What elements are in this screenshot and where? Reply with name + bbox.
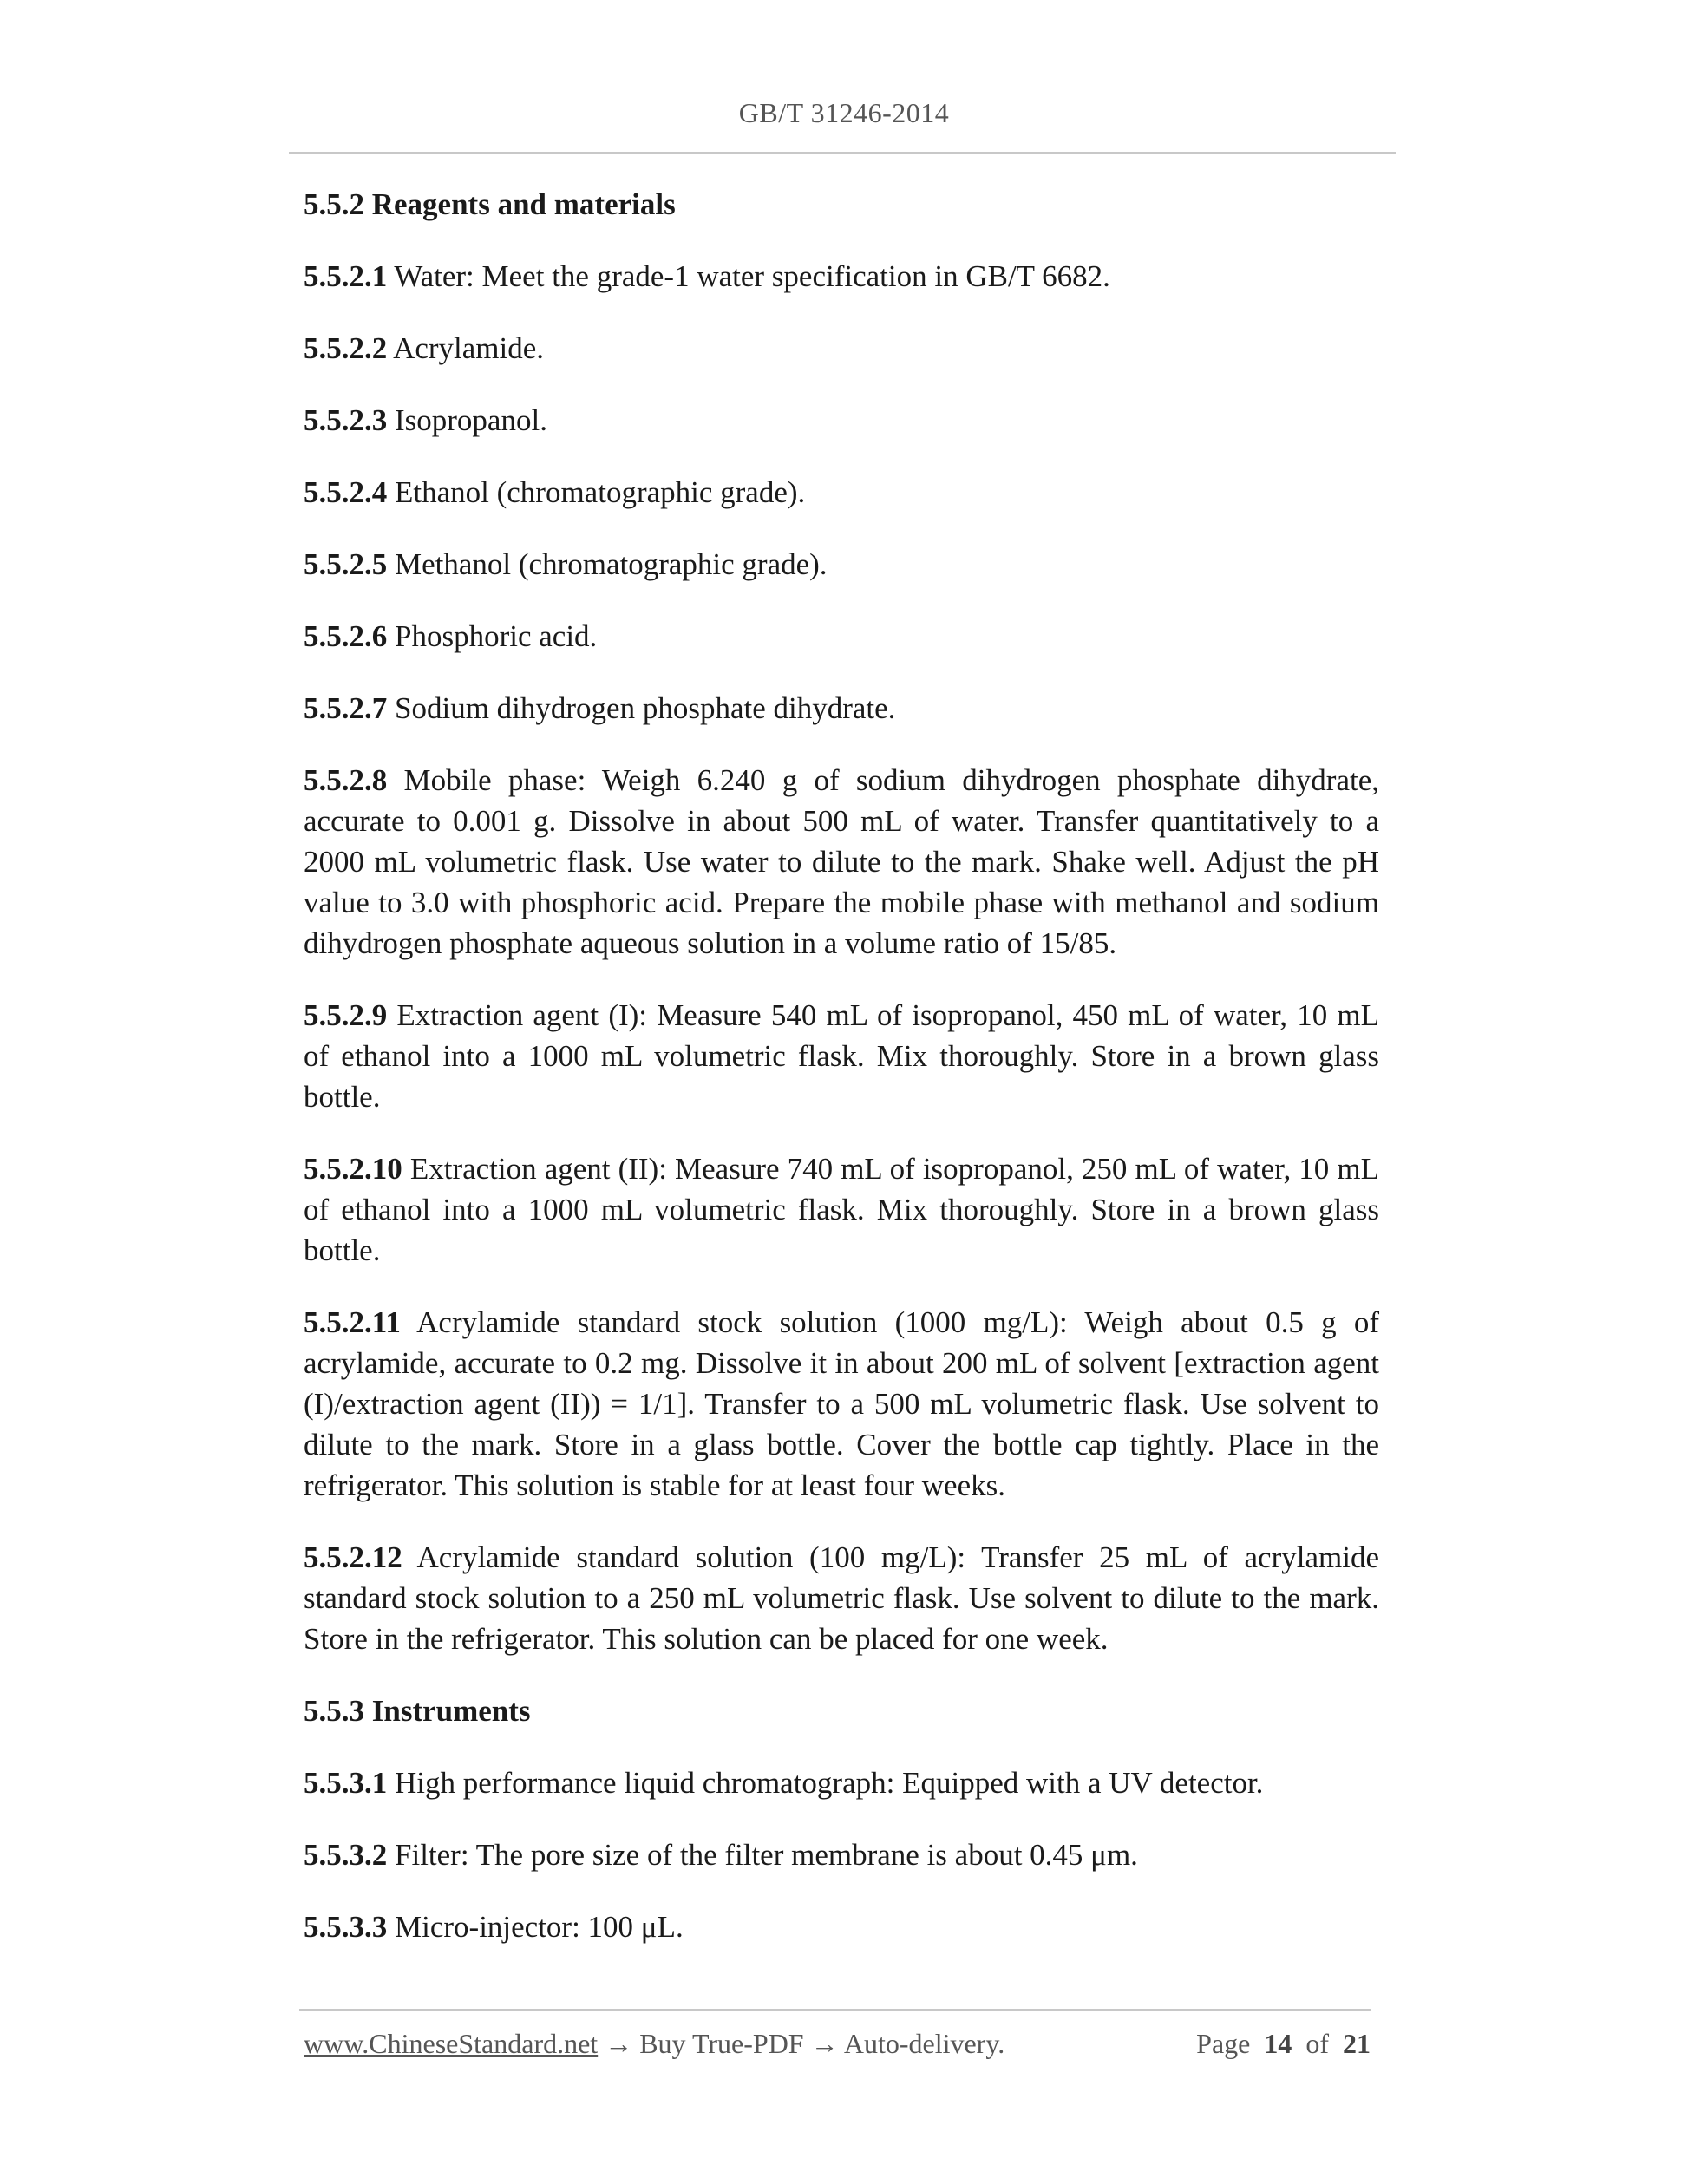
clause-number: 5.5.2.9 — [304, 998, 388, 1032]
clause-5-5-2-4 — [304, 472, 1379, 513]
clause-number: 5.5.2.4 — [304, 475, 388, 509]
clause-text: Acrylamide standard solution (100 mg/L): Transfer 25 mL of acrylamide standard stock solution to a 250 mL volumetric flask. Use solvent to dilute to the mark. Store in the refrigerator. This solution can be placed for one week. — [304, 1540, 1379, 1656]
clause-number: 5.5.2.6 — [304, 619, 388, 653]
clause-text: Acrylamide standard stock solution (1000 mg/L): Weigh about 0.5 g of acrylamide, accurate to 0.2 mg. Dissolve it in about 200 mL of solvent [extraction agent (I)/extraction agent (II)) = 1/1]. Transfer to a 500 mL volumetric flask. Use solvent to dilute to the mark. Store in a glass bottle. Cover the bottle cap tightly. Place in the refrigerator. This solution is stable for at least four weeks. — [304, 1305, 1379, 1502]
clause-text: Ethanol (chromatographic grade). — [395, 475, 806, 509]
clause-5-5-2-7 — [304, 688, 1379, 729]
clause-number: 5.5.2.10 — [304, 1152, 402, 1186]
clause-5-5-2-9 — [304, 995, 1379, 1117]
clause-number: 5.5.3.3 — [304, 1910, 388, 1944]
clause-text: Filter: The pore size of the filter membrane is about 0.45 μm. — [395, 1838, 1138, 1872]
clause-5-5-2-8 — [304, 760, 1379, 964]
page-total: 21 — [1343, 2028, 1371, 2059]
clause-number: 5.5.2.5 — [304, 547, 388, 581]
clause-text: Phosphoric acid. — [395, 619, 598, 653]
clause-number: 5.5.2.3 — [304, 403, 388, 437]
clause-text: Extraction agent (II): Measure 740 mL of isopropanol, 250 mL of water, 10 mL of ethanol into a 1000 mL volumetric flask. Mix thoroughly. Store in a brown glass bottle. — [304, 1152, 1379, 1267]
clause-text: Methanol (chromatographic grade). — [395, 547, 828, 581]
section-heading-reagents: 5.5.2 Reagents and materials — [304, 187, 676, 221]
page-header: GB/T 31246-2014 — [738, 97, 950, 128]
clause-number: 5.5.2.1 — [304, 259, 388, 293]
clause-text: Mobile phase: Weigh 6.240 g of sodium dihydrogen phosphate dihydrate, accurate to 0.001 g. Dissolve in about 500 mL of water. Transfer quantitatively to a 2000 mL volumetric flask. Use water to dilute to the mark. Shake well. Adjust the pH value to 3.0 with phosphoric acid. Prepare the mobile phase with methanol and sodium dihydrogen phosphate aqueous solution in a volume ratio of 15/85. — [304, 763, 1379, 960]
clause-text: High performance liquid chromatograph: Equipped with a UV detector. — [395, 1766, 1264, 1800]
clause-5-5-2-10 — [304, 1148, 1379, 1271]
site-link[interactable]: www.ChineseStandard.net — [304, 2028, 599, 2059]
footer-divider — [299, 2009, 1371, 2011]
clause-text: Water: Meet the grade-1 water specification in GB/T 6682. — [394, 259, 1110, 293]
clause-5-5-2-3 — [304, 400, 1379, 441]
clause-number: 5.5.3.1 — [304, 1766, 388, 1800]
clause-number: 5.5.2.7 — [304, 691, 388, 725]
clause-number: 5.5.2.2 — [304, 331, 388, 365]
clause-text: Sodium dihydrogen phosphate dihydrate. — [395, 691, 896, 725]
page-current: 14 — [1264, 2028, 1292, 2059]
page-indicator — [1196, 2028, 1371, 2060]
clause-text: Isopropanol. — [395, 403, 547, 437]
clause-5-5-3-1 — [304, 1762, 1379, 1803]
clause-5-5-2-5 — [304, 544, 1379, 585]
promo-text: → Buy True-PDF → Auto-delivery. — [598, 2028, 1005, 2059]
clause-5-5-2-1 — [304, 256, 1379, 297]
page-word: Page — [1196, 2028, 1251, 2059]
document-body — [304, 184, 1379, 1978]
clause-number: 5.5.3.2 — [304, 1838, 388, 1872]
clause-number: 5.5.2.8 — [304, 763, 388, 797]
of-word: of — [1305, 2028, 1329, 2059]
clause-text: Acrylamide. — [393, 331, 545, 365]
clause-text: Micro-injector: 100 μL. — [395, 1910, 684, 1944]
page-footer — [304, 2028, 1371, 2066]
footer-promo — [304, 2028, 1004, 2060]
clause-5-5-3-3 — [304, 1906, 1379, 1947]
clause-5-5-2-6 — [304, 616, 1379, 657]
clause-5-5-3-2 — [304, 1834, 1379, 1875]
header-divider — [289, 152, 1396, 154]
section-heading-instruments: 5.5.3 Instruments — [304, 1694, 531, 1728]
clause-number: 5.5.2.12 — [304, 1540, 402, 1574]
clause-5-5-2-2 — [304, 328, 1379, 369]
clause-text: Extraction agent (I): Measure 540 mL of isopropanol, 450 mL of water, 10 mL of ethanol into a 1000 mL volumetric flask. Mix thoroughly. Store in a brown glass bottle. — [304, 998, 1379, 1114]
clause-number: 5.5.2.11 — [304, 1305, 401, 1339]
clause-5-5-2-12 — [304, 1537, 1379, 1659]
clause-5-5-2-11 — [304, 1302, 1379, 1506]
